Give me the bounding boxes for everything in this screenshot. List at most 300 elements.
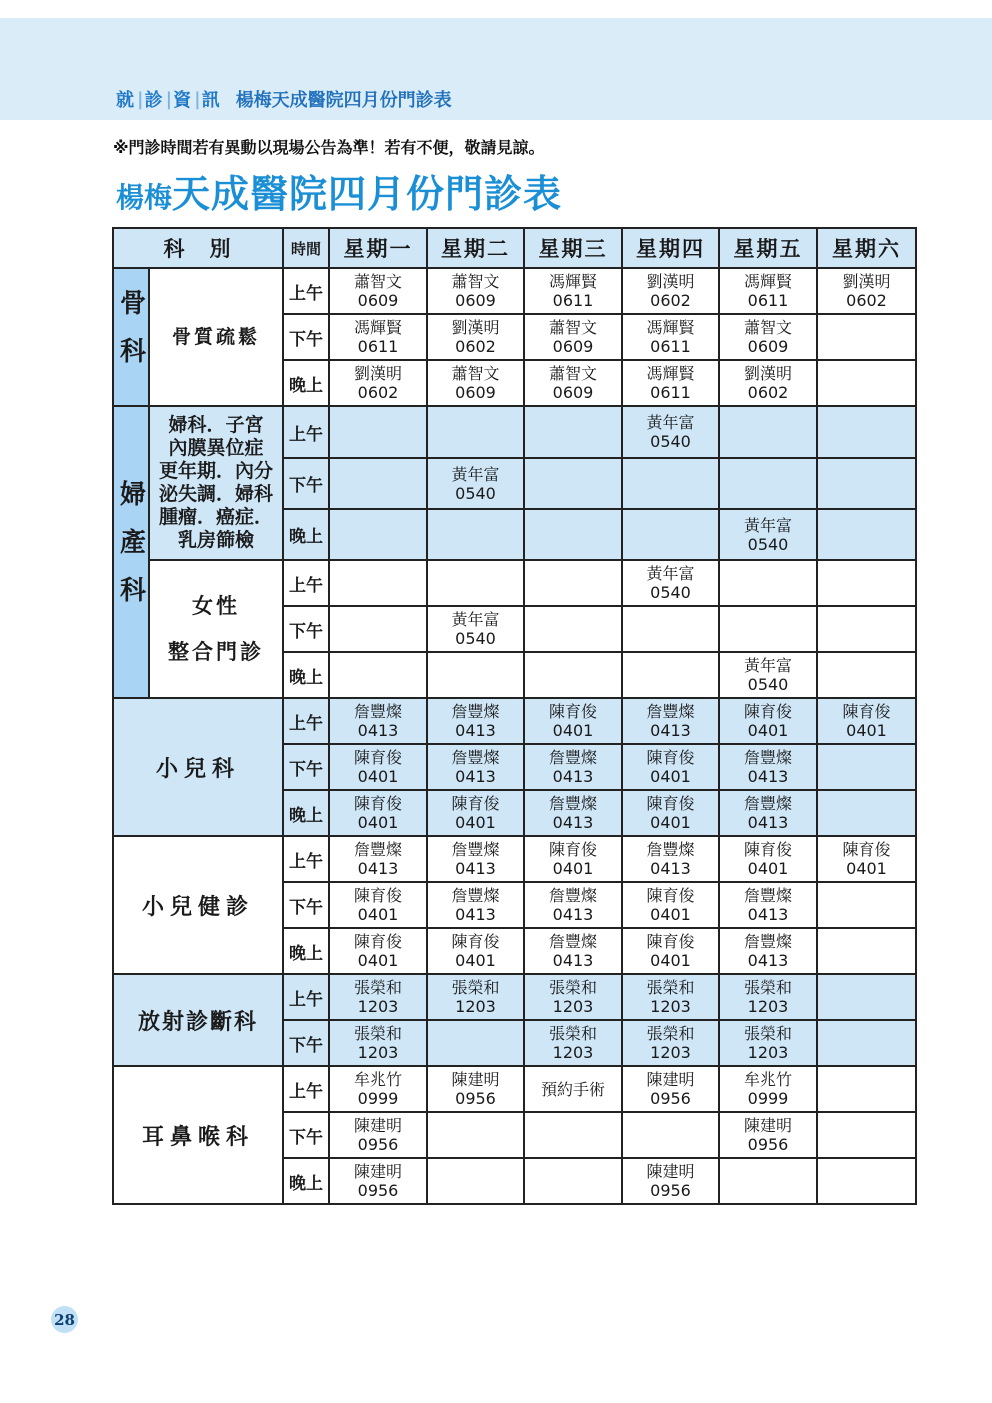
title-prefix: 楊梅 <box>116 181 173 214</box>
schedule-cell <box>329 744 427 790</box>
doctor-code: 0999 <box>357 1089 399 1108</box>
schedule-cell <box>719 1158 817 1204</box>
time-slot: 晚上 <box>283 928 329 974</box>
time-column-header: 時間 <box>283 228 329 268</box>
schedule-cell <box>622 268 719 314</box>
doctor-code: 0401 <box>357 905 399 924</box>
doctor-name: 陳育俊 <box>646 794 695 813</box>
schedule-cell <box>329 1020 427 1066</box>
doctor-name: 馮輝賢 <box>743 272 792 291</box>
doctor-name: 馮輝賢 <box>548 272 597 291</box>
time-slot: 上午 <box>283 836 329 882</box>
section-header: 就 | 診 | 資 | 訊 楊梅天成醫院四月份門診表 <box>116 86 452 112</box>
schedule-cell <box>427 928 524 974</box>
schedule-cell <box>719 360 817 406</box>
doctor-name: 張榮和 <box>548 1024 597 1043</box>
doctor-code: 0956 <box>455 1089 496 1108</box>
doctor-name: 陳建明 <box>646 1070 695 1089</box>
doctor-name: 劉漢明 <box>743 364 792 383</box>
doctor-code: 0609 <box>357 291 399 310</box>
schedule-cell <box>524 974 622 1020</box>
doctor-name: 詹豐燦 <box>451 748 500 767</box>
schedule-cell <box>719 406 817 458</box>
doctor-name: 黃年富 <box>451 464 500 484</box>
doctor-code: 0413 <box>747 951 789 970</box>
time-slot: 下午 <box>283 606 329 652</box>
doctor-name: 陳育俊 <box>842 702 891 721</box>
doctor-code: 1203 <box>455 997 496 1016</box>
schedule-cell <box>329 360 427 406</box>
doctor-code: 0611 <box>747 291 789 310</box>
subdept-line: 女性 <box>192 594 240 618</box>
doctor-code: 0611 <box>650 383 691 402</box>
schedule-cell <box>524 458 622 509</box>
schedule-cell <box>524 268 622 314</box>
schedule-cell <box>329 698 427 744</box>
dept-child-checkup: 小兒健診 <box>113 836 283 974</box>
schedule-cell <box>329 1158 427 1204</box>
doctor-name: 詹豐燦 <box>743 886 792 905</box>
time-slot: 上午 <box>283 406 329 458</box>
schedule-cell <box>719 268 817 314</box>
doctor-name: 陳育俊 <box>451 794 500 813</box>
schedule-cell <box>427 268 524 314</box>
doctor-code: 0413 <box>357 721 399 740</box>
doctor-code: 0413 <box>552 767 594 786</box>
doctor-code: 0609 <box>552 383 594 402</box>
doctor-name: 陳育俊 <box>451 932 500 951</box>
schedule-cell <box>524 928 622 974</box>
schedule-cell <box>524 790 622 836</box>
schedule-row <box>113 406 916 458</box>
schedule-cell <box>817 458 916 509</box>
schedule-cell <box>427 360 524 406</box>
doctor-name: 詹豐燦 <box>353 702 402 721</box>
schedule-cell <box>524 1158 622 1204</box>
doctor-code: 0413 <box>552 905 594 924</box>
doctor-name: 陳育俊 <box>646 932 695 951</box>
schedule-cell <box>427 606 524 652</box>
schedule-cell <box>524 606 622 652</box>
doctor-name: 詹豐燦 <box>548 748 597 767</box>
doctor-name: 詹豐燦 <box>451 840 500 859</box>
doctor-code: 0401 <box>846 859 887 878</box>
doctor-name: 詹豐燦 <box>353 840 402 859</box>
doctor-name: 詹豐燦 <box>743 932 792 951</box>
schedule-cell <box>524 1112 622 1158</box>
schedule-cell <box>329 790 427 836</box>
schedule-cell <box>817 836 916 882</box>
time-slot: 上午 <box>283 698 329 744</box>
schedule-cell <box>817 314 916 360</box>
schedule-table <box>112 227 917 1205</box>
doctor-name: 張榮和 <box>353 1024 402 1043</box>
doctor-code: 0413 <box>357 859 399 878</box>
title-main: 天成醫院四月份門診表 <box>172 172 563 216</box>
doctor-name: 詹豐燦 <box>548 794 597 813</box>
page-number: 28 <box>51 1306 78 1333</box>
schedule-cell <box>622 509 719 560</box>
schedule-cell <box>622 560 719 606</box>
doctor-name: 劉漢明 <box>451 318 500 337</box>
doctor-code: 0956 <box>747 1135 789 1154</box>
schedule-cell <box>622 314 719 360</box>
schedule-cell <box>427 836 524 882</box>
doctor-name: 蕭智文 <box>548 364 597 383</box>
time-slot: 下午 <box>283 882 329 928</box>
doctor-code: 0540 <box>650 583 691 602</box>
schedule-cell <box>524 509 622 560</box>
schedule-cell <box>524 836 622 882</box>
doctor-code: 0956 <box>650 1181 691 1200</box>
doctor-code: 0401 <box>552 859 594 878</box>
doctor-name: 詹豐燦 <box>548 932 597 951</box>
schedule-cell <box>719 928 817 974</box>
schedule-cell <box>329 509 427 560</box>
doctor-name: 陳育俊 <box>743 840 792 859</box>
schedule-cell <box>719 1020 817 1066</box>
day-header: 星期五 <box>719 228 817 268</box>
schedule-cell <box>622 360 719 406</box>
doctor-code: 1203 <box>357 1043 399 1062</box>
schedule-cell <box>427 458 524 509</box>
doctor-name: 馮輝賢 <box>646 364 695 383</box>
schedule-cell <box>524 1066 622 1112</box>
section-tag: 就 <box>116 90 136 111</box>
doctor-name: 詹豐燦 <box>451 702 500 721</box>
doctor-name: 黃年富 <box>451 610 500 629</box>
schedule-cell <box>622 744 719 790</box>
schedule-cell <box>719 1066 817 1112</box>
doctor-name: 詹豐燦 <box>548 886 597 905</box>
schedule-cell <box>329 928 427 974</box>
doctor-code: 0413 <box>650 721 691 740</box>
doctor-code: 0602 <box>747 383 789 402</box>
schedule-cell <box>427 406 524 458</box>
schedule-cell <box>427 652 524 698</box>
schedule-cell <box>622 882 719 928</box>
doctor-name: 蕭智文 <box>548 318 597 337</box>
doctor-code: 0401 <box>747 721 789 740</box>
doctor-name: 蕭智文 <box>743 318 792 337</box>
doctor-name: 蕭智文 <box>451 272 500 291</box>
page-title <box>116 163 562 218</box>
schedule-cell <box>817 744 916 790</box>
schedule-cell <box>817 1020 916 1066</box>
schedule-cell <box>427 1112 524 1158</box>
doctor-name: 馮輝賢 <box>353 318 402 337</box>
doctor-name: 張榮和 <box>451 978 500 997</box>
doctor-code: 0413 <box>650 859 691 878</box>
schedule-cell <box>719 836 817 882</box>
doctor-name: 陳建明 <box>451 1070 500 1089</box>
doctor-code: 0401 <box>357 813 399 832</box>
doctor-code: 0413 <box>747 905 789 924</box>
doctor-code: 0413 <box>747 767 789 786</box>
schedule-cell <box>719 974 817 1020</box>
doctor-name: 張榮和 <box>646 1024 695 1043</box>
schedule-cell <box>622 1066 719 1112</box>
doctor-name: 張榮和 <box>743 1024 792 1043</box>
schedule-cell <box>719 509 817 560</box>
doctor-code: 1203 <box>552 997 594 1016</box>
schedule-row <box>113 560 916 606</box>
time-slot: 下午 <box>283 314 329 360</box>
schedule-row <box>113 1066 916 1112</box>
schedule-cell <box>329 606 427 652</box>
doctor-code: 0540 <box>455 629 496 648</box>
doctor-name: 黃年富 <box>743 656 792 675</box>
doctor-code: 0609 <box>552 337 594 356</box>
schedule-cell <box>719 560 817 606</box>
doctor-name: 陳育俊 <box>548 840 597 859</box>
doctor-code: 1203 <box>357 997 399 1016</box>
doctor-code: 0401 <box>552 721 594 740</box>
schedule-cell <box>329 1112 427 1158</box>
doctor-name: 陳育俊 <box>353 748 402 767</box>
schedule-cell <box>817 928 916 974</box>
schedule-cell <box>719 314 817 360</box>
subdept-line: 乳房篩檢 <box>177 529 254 551</box>
schedule-cell <box>427 974 524 1020</box>
day-header: 星期一 <box>329 228 427 268</box>
doctor-name: 預約手術 <box>540 1079 605 1099</box>
schedule-cell <box>329 836 427 882</box>
schedule-cell <box>719 698 817 744</box>
doctor-code: 0602 <box>357 383 399 402</box>
doctor-name: 黃年富 <box>646 564 695 583</box>
doctor-code: 0401 <box>650 813 691 832</box>
schedule-cell <box>427 1020 524 1066</box>
dept-pediatrics: 小兒科 <box>113 698 283 836</box>
dept-obgyn: 婦產科 <box>113 406 149 698</box>
doctor-name: 黃年富 <box>743 515 792 535</box>
schedule-cell <box>817 882 916 928</box>
schedule-cell <box>329 314 427 360</box>
notice-text: ※門診時間若有異動以現場公告為準！若有不便，敬請見諒。 <box>113 138 545 157</box>
doctor-code: 0956 <box>357 1181 399 1200</box>
schedule-cell <box>329 974 427 1020</box>
subdept-osteoporosis: 骨質疏鬆 <box>149 268 283 406</box>
schedule-cell <box>719 606 817 652</box>
day-header: 星期三 <box>524 228 622 268</box>
schedule-cell <box>524 698 622 744</box>
schedule-cell <box>524 560 622 606</box>
doctor-code: 0413 <box>552 813 594 832</box>
doctor-code: 0401 <box>650 905 691 924</box>
doctor-code: 1203 <box>747 1043 789 1062</box>
time-slot: 下午 <box>283 1112 329 1158</box>
schedule-row <box>113 698 916 744</box>
doctor-code: 0401 <box>357 767 399 786</box>
day-header: 星期六 <box>817 228 916 268</box>
time-slot: 晚上 <box>283 1158 329 1204</box>
doctor-code: 0956 <box>357 1135 399 1154</box>
schedule-cell <box>524 882 622 928</box>
doctor-name: 劉漢明 <box>842 272 891 291</box>
schedule-cell <box>622 406 719 458</box>
schedule-cell <box>719 1112 817 1158</box>
schedule-cell <box>817 606 916 652</box>
schedule-cell <box>427 698 524 744</box>
doctor-code: 0401 <box>455 951 496 970</box>
doctor-name: 劉漢明 <box>646 272 695 291</box>
schedule-cell <box>329 1066 427 1112</box>
schedule-cell <box>719 882 817 928</box>
doctor-code: 0413 <box>455 767 496 786</box>
time-slot: 下午 <box>283 744 329 790</box>
doctor-name: 牟兆竹 <box>743 1070 792 1089</box>
schedule-cell <box>427 560 524 606</box>
doctor-name: 陳育俊 <box>353 932 402 951</box>
doctor-name: 陳育俊 <box>548 702 597 721</box>
doctor-name: 陳育俊 <box>646 748 695 767</box>
schedule-cell <box>817 509 916 560</box>
doctor-name: 陳育俊 <box>353 794 402 813</box>
schedule-cell <box>817 268 916 314</box>
subdept-women-integrated <box>149 560 283 698</box>
schedule-cell <box>622 1020 719 1066</box>
time-slot: 上午 <box>283 560 329 606</box>
schedule-cell <box>622 928 719 974</box>
doctor-code: 0401 <box>650 951 691 970</box>
dept-ortho: 骨科 <box>113 268 149 406</box>
doctor-name: 張榮和 <box>548 978 597 997</box>
doctor-code: 1203 <box>650 997 691 1016</box>
schedule-cell <box>719 744 817 790</box>
doctor-code: 1203 <box>650 1043 691 1062</box>
doctor-name: 張榮和 <box>646 978 695 997</box>
doctor-code: 0540 <box>455 483 496 503</box>
doctor-code: 0401 <box>747 859 789 878</box>
doctor-name: 詹豐燦 <box>743 794 792 813</box>
schedule-cell <box>817 406 916 458</box>
schedule-cell <box>622 652 719 698</box>
schedule-cell <box>622 1112 719 1158</box>
time-slot: 上午 <box>283 1066 329 1112</box>
doctor-name: 陳育俊 <box>646 886 695 905</box>
doctor-code: 0611 <box>650 337 691 356</box>
doctor-code: 1203 <box>747 997 789 1016</box>
doctor-code: 0401 <box>455 813 496 832</box>
doctor-name: 蕭智文 <box>451 364 500 383</box>
doctor-name: 牟兆竹 <box>353 1070 402 1089</box>
subdept-gynecology <box>149 406 283 560</box>
schedule-cell <box>622 790 719 836</box>
doctor-name: 詹豐燦 <box>646 702 695 721</box>
doctor-name: 詹豐燦 <box>451 886 500 905</box>
doctor-code: 0609 <box>455 291 496 310</box>
schedule-cell <box>622 1158 719 1204</box>
doctor-code: 0609 <box>455 383 496 402</box>
schedule-cell <box>427 314 524 360</box>
doctor-name: 陳育俊 <box>743 702 792 721</box>
doctor-code: 0956 <box>650 1089 691 1108</box>
doctor-name: 馮輝賢 <box>646 318 695 337</box>
schedule-cell <box>427 790 524 836</box>
section-tag: 診 <box>144 90 165 111</box>
doctor-name: 蕭智文 <box>353 272 402 291</box>
doctor-name: 陳育俊 <box>353 886 402 905</box>
doctor-code: 0413 <box>455 859 496 878</box>
schedule-row <box>113 974 916 1020</box>
schedule-cell <box>817 560 916 606</box>
schedule-cell <box>329 458 427 509</box>
doctor-code: 0999 <box>747 1089 789 1108</box>
schedule-cell <box>622 836 719 882</box>
doctor-name: 黃年富 <box>646 413 695 432</box>
section-tag: 訊 <box>201 90 222 111</box>
schedule-cell <box>329 268 427 314</box>
time-slot: 晚上 <box>283 790 329 836</box>
doctor-code: 0611 <box>552 291 594 310</box>
doctor-code: 0413 <box>747 813 789 832</box>
schedule-cell <box>622 698 719 744</box>
schedule-cell <box>427 1158 524 1204</box>
schedule-cell <box>817 974 916 1020</box>
schedule-cell <box>622 974 719 1020</box>
dept-column-header: 科 別 <box>113 228 283 268</box>
schedule-cell <box>524 406 622 458</box>
schedule-cell <box>817 1158 916 1204</box>
header-row <box>113 228 916 268</box>
doctor-code: 0611 <box>357 337 399 356</box>
doctor-code: 0413 <box>455 905 496 924</box>
schedule-cell <box>329 406 427 458</box>
doctor-name: 陳建明 <box>353 1116 402 1135</box>
schedule-cell <box>427 744 524 790</box>
doctor-code: 1203 <box>552 1043 594 1062</box>
doctor-name: 陳建明 <box>743 1116 792 1135</box>
schedule-cell <box>622 606 719 652</box>
schedule-cell <box>524 360 622 406</box>
subdept-line: 泌失調．婦科 <box>158 483 273 505</box>
doctor-code: 0413 <box>455 721 496 740</box>
doctor-code: 0609 <box>747 337 789 356</box>
schedule-row <box>113 268 916 314</box>
time-slot: 下午 <box>283 458 329 509</box>
schedule-cell <box>622 458 719 509</box>
schedule-cell <box>329 882 427 928</box>
subdept-line: 整合門診 <box>168 640 264 664</box>
doctor-name: 張榮和 <box>353 978 402 997</box>
subdept-line: 婦科．子宮 <box>168 414 264 436</box>
schedule-cell <box>427 1066 524 1112</box>
schedule-row <box>113 836 916 882</box>
time-slot: 上午 <box>283 974 329 1020</box>
doctor-name: 陳建明 <box>353 1162 402 1181</box>
time-slot: 上午 <box>283 268 329 314</box>
doctor-code: 0401 <box>357 951 399 970</box>
schedule-cell <box>524 744 622 790</box>
doctor-code: 0602 <box>455 337 496 356</box>
schedule-cell <box>817 652 916 698</box>
doctor-code: 0602 <box>846 291 887 310</box>
schedule-cell <box>817 698 916 744</box>
subdept-line: 更年期．內分 <box>158 460 273 482</box>
schedule-cell <box>524 314 622 360</box>
time-slot: 下午 <box>283 1020 329 1066</box>
subdept-line: 內膜異位症 <box>168 437 264 459</box>
time-slot: 晚上 <box>283 360 329 406</box>
doctor-name: 劉漢明 <box>353 364 402 383</box>
subdept-line: 腫瘤．癌症． <box>158 506 273 528</box>
schedule-cell <box>719 790 817 836</box>
schedule-cell <box>524 1020 622 1066</box>
section-tag: 資 <box>173 90 194 111</box>
time-slot: 晚上 <box>283 652 329 698</box>
schedule-cell <box>817 360 916 406</box>
